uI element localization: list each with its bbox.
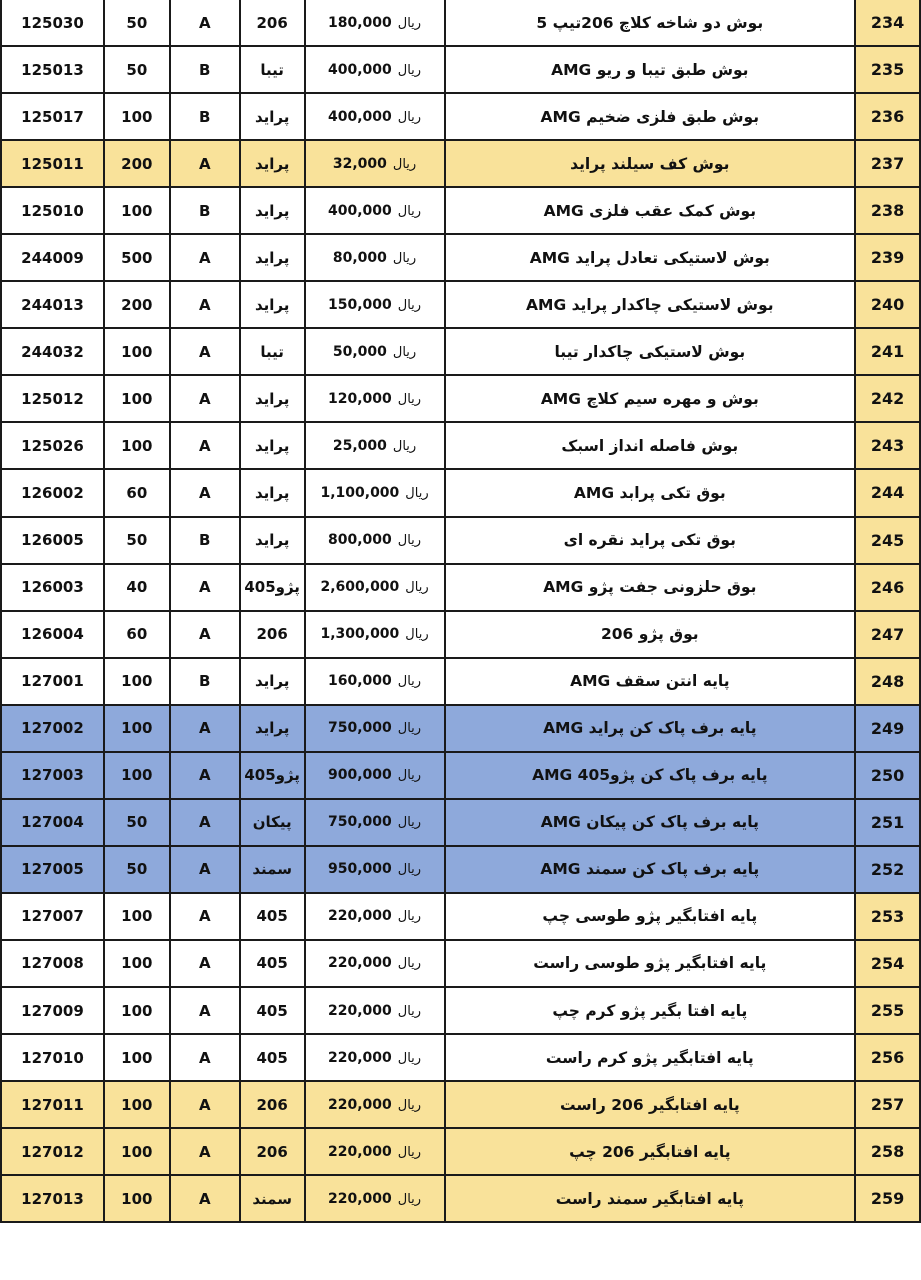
row-number-cell: 256: [855, 1034, 920, 1081]
quantity-cell: 100: [104, 328, 170, 375]
car-model-cell: 206: [240, 0, 305, 46]
row-number-cell: 257: [855, 1081, 920, 1128]
grade-cell: A: [170, 375, 240, 422]
row-number-cell: 245: [855, 517, 920, 564]
grade-cell: A: [170, 422, 240, 469]
currency-label: ریال: [397, 862, 422, 878]
price-cell: [305, 187, 445, 234]
quantity-cell: 100: [104, 658, 170, 705]
price-cell: [305, 799, 445, 846]
row-number-cell: 254: [855, 940, 920, 987]
part-code-cell: 125030: [1, 0, 104, 46]
product-name-cell: بوق تکی پراید نقره ای: [445, 517, 856, 564]
grade-cell: A: [170, 705, 240, 752]
quantity-cell: 50: [104, 799, 170, 846]
quantity-cell: 100: [104, 1128, 170, 1175]
part-code-cell: 126003: [1, 564, 104, 611]
currency-label: ریال: [397, 768, 422, 784]
quantity-cell: 100: [104, 1034, 170, 1081]
part-code-cell: 127010: [1, 1034, 104, 1081]
part-code-cell: 127008: [1, 940, 104, 987]
product-name-cell: بوش فاصله انداز اسبک: [445, 422, 856, 469]
product-name-cell: بوق تکی پرابد AMG: [445, 469, 856, 516]
car-model-cell: سمند: [240, 1175, 305, 1222]
part-code-cell: 125017: [1, 93, 104, 140]
quantity-cell: 100: [104, 940, 170, 987]
price-value: 220,000: [328, 1190, 392, 1207]
row-number-cell: 253: [855, 893, 920, 940]
price-value: 150,000: [328, 296, 392, 313]
grade-cell: A: [170, 846, 240, 893]
currency-label: ریال: [397, 1097, 422, 1113]
row-number-cell: 242: [855, 375, 920, 422]
car-model-cell: سمند: [240, 846, 305, 893]
currency-label: ریال: [405, 580, 429, 596]
product-name-cell: بوش کف سیلند پراید: [445, 140, 856, 187]
car-model-cell: 405: [240, 987, 305, 1034]
price-value: 400,000: [328, 202, 392, 219]
price-value: 160,000: [328, 673, 392, 690]
table-row: [1, 893, 920, 940]
car-model-cell: 206: [240, 1128, 305, 1175]
car-model-cell: پراید: [240, 517, 305, 564]
part-code-cell: 127007: [1, 893, 104, 940]
product-name-cell: پایه برف پاک کن پراید AMG: [445, 705, 856, 752]
car-model-cell: پراید: [240, 658, 305, 705]
quantity-cell: 50: [104, 0, 170, 46]
part-code-cell: 244032: [1, 328, 104, 375]
row-number-cell: 251: [855, 799, 920, 846]
product-name-cell: بوق پژو 206: [445, 611, 856, 658]
price-cell: [305, 328, 445, 375]
price-value: 1,300,000: [320, 626, 400, 643]
car-model-cell: پراید: [240, 705, 305, 752]
car-model-cell: 206: [240, 611, 305, 658]
table-row: [1, 187, 920, 234]
row-number-cell: 247: [855, 611, 920, 658]
product-name-cell: پایه انتن سقف AMG: [445, 658, 856, 705]
price-value: 2,600,000: [320, 579, 400, 596]
row-number-cell: 238: [855, 187, 920, 234]
part-code-cell: 127009: [1, 987, 104, 1034]
quantity-cell: 60: [104, 469, 170, 516]
price-value: 750,000: [328, 814, 392, 831]
price-cell: [305, 140, 445, 187]
product-name-cell: بوش کمک عقب فلزی AMG: [445, 187, 856, 234]
part-code-cell: 126004: [1, 611, 104, 658]
currency-label: ریال: [392, 438, 417, 454]
price-cell: [305, 940, 445, 987]
price-value: 220,000: [328, 1049, 392, 1066]
product-name-cell: بوش دو شاخه کلاچ 206تیپ 5: [445, 0, 856, 46]
price-cell: [305, 517, 445, 564]
table-row: [1, 1034, 920, 1081]
row-number-cell: 248: [855, 658, 920, 705]
row-number-cell: 258: [855, 1128, 920, 1175]
row-number-cell: 249: [855, 705, 920, 752]
currency-label: ریال: [397, 1050, 422, 1066]
table-row: [1, 140, 920, 187]
grade-cell: A: [170, 281, 240, 328]
price-cell: [305, 1128, 445, 1175]
grade-cell: B: [170, 46, 240, 93]
currency-label: ریال: [397, 1191, 422, 1207]
grade-cell: A: [170, 469, 240, 516]
product-name-cell: پایه برف پاک کن پژو405 AMG: [445, 752, 856, 799]
price-value: 220,000: [328, 908, 392, 925]
quantity-cell: 100: [104, 752, 170, 799]
product-name-cell: بوش لاستیکی تعادل پراید AMG: [445, 234, 856, 281]
part-code-cell: 126005: [1, 517, 104, 564]
price-cell: [305, 469, 445, 516]
grade-cell: B: [170, 93, 240, 140]
car-model-cell: پراید: [240, 375, 305, 422]
table-row: [1, 564, 920, 611]
quantity-cell: 100: [104, 1081, 170, 1128]
table-row: [1, 93, 920, 140]
table-row: [1, 422, 920, 469]
currency-label: ریال: [397, 674, 422, 690]
car-model-cell: تیبا: [240, 328, 305, 375]
grade-cell: A: [170, 1128, 240, 1175]
quantity-cell: 100: [104, 1175, 170, 1222]
quantity-cell: 100: [104, 987, 170, 1034]
price-cell: [305, 1175, 445, 1222]
car-model-cell: پراید: [240, 469, 305, 516]
car-model-cell: پیکان: [240, 799, 305, 846]
row-number-cell: 250: [855, 752, 920, 799]
product-name-cell: پایه افتابگیر 206 راست: [445, 1081, 856, 1128]
product-name-cell: پایه افتابگیر پژو کرم راست: [445, 1034, 856, 1081]
product-name-cell: پایه برف پاک کن پیکان AMG: [445, 799, 856, 846]
car-model-cell: پراید: [240, 422, 305, 469]
part-code-cell: 244013: [1, 281, 104, 328]
product-name-cell: بوش و مهره سیم کلاچ AMG: [445, 375, 856, 422]
price-value: 800,000: [328, 532, 392, 549]
currency-label: ریال: [397, 15, 422, 31]
grade-cell: A: [170, 1175, 240, 1222]
price-cell: [305, 46, 445, 93]
part-code-cell: 127004: [1, 799, 104, 846]
product-name-cell: پایه افتابگیر سمند راست: [445, 1175, 856, 1222]
product-name-cell: بوش لاستیکی چاکدار تیبا: [445, 328, 856, 375]
quantity-cell: 40: [104, 564, 170, 611]
price-value: 50,000: [332, 343, 387, 360]
currency-label: ریال: [397, 909, 422, 925]
car-model-cell: پراید: [240, 93, 305, 140]
quantity-cell: 100: [104, 705, 170, 752]
row-number-cell: 259: [855, 1175, 920, 1222]
price-value: 80,000: [332, 249, 387, 266]
row-number-cell: 236: [855, 93, 920, 140]
product-name-cell: پایه افتابگیر 206 چپ: [445, 1128, 856, 1175]
table-row: [1, 375, 920, 422]
product-name-cell: پایه افتا بگیر پژو کرم چپ: [445, 987, 856, 1034]
table-row: [1, 517, 920, 564]
price-cell: [305, 658, 445, 705]
price-cell: [305, 1081, 445, 1128]
price-cell: [305, 987, 445, 1034]
grade-cell: A: [170, 234, 240, 281]
table-row: [1, 0, 920, 46]
product-name-cell: پایه افتابگیر پژو طوسی راست: [445, 940, 856, 987]
table-row: [1, 469, 920, 516]
quantity-cell: 100: [104, 422, 170, 469]
row-number-cell: 243: [855, 422, 920, 469]
currency-label: ریال: [397, 109, 422, 125]
car-model-cell: 405: [240, 940, 305, 987]
price-cell: [305, 564, 445, 611]
grade-cell: A: [170, 564, 240, 611]
table-row: [1, 1128, 920, 1175]
part-code-cell: 127003: [1, 752, 104, 799]
table-row: [1, 1175, 920, 1222]
currency-label: ریال: [397, 815, 422, 831]
quantity-cell: 100: [104, 187, 170, 234]
quantity-cell: 50: [104, 46, 170, 93]
currency-label: ریال: [397, 533, 422, 549]
price-value: 180,000: [328, 14, 392, 31]
row-number-cell: 241: [855, 328, 920, 375]
currency-label: ریال: [397, 203, 422, 219]
price-cell: [305, 893, 445, 940]
grade-cell: A: [170, 1081, 240, 1128]
grade-cell: A: [170, 987, 240, 1034]
currency-label: ریال: [397, 1003, 422, 1019]
price-value: 900,000: [328, 767, 392, 784]
row-number-cell: 244: [855, 469, 920, 516]
grade-cell: B: [170, 658, 240, 705]
currency-label: ریال: [397, 956, 422, 972]
part-code-cell: 125012: [1, 375, 104, 422]
grade-cell: A: [170, 0, 240, 46]
currency-label: ریال: [397, 721, 422, 737]
table-row: [1, 46, 920, 93]
price-list-body: [1, 0, 920, 1222]
currency-label: ریال: [405, 485, 429, 501]
quantity-cell: 500: [104, 234, 170, 281]
car-model-cell: پژو405: [240, 752, 305, 799]
quantity-cell: 100: [104, 93, 170, 140]
row-number-cell: 235: [855, 46, 920, 93]
grade-cell: A: [170, 1034, 240, 1081]
currency-label: ریال: [405, 627, 429, 643]
price-value: 220,000: [328, 1096, 392, 1113]
product-name-cell: بوق حلزونی جفت پژو AMG: [445, 564, 856, 611]
car-model-cell: پژو405: [240, 564, 305, 611]
grade-cell: A: [170, 940, 240, 987]
currency-label: ریال: [397, 62, 422, 78]
price-value: 220,000: [328, 955, 392, 972]
table-row: [1, 1081, 920, 1128]
price-value: 400,000: [328, 61, 392, 78]
price-value: 25,000: [332, 437, 387, 454]
grade-cell: A: [170, 611, 240, 658]
currency-label: ریال: [392, 344, 417, 360]
product-name-cell: بوش لاستیکی چاکدار پراید AMG: [445, 281, 856, 328]
grade-cell: B: [170, 517, 240, 564]
car-model-cell: پراید: [240, 140, 305, 187]
grade-cell: B: [170, 187, 240, 234]
price-value: 32,000: [332, 155, 387, 172]
price-cell: [305, 422, 445, 469]
product-name-cell: پایه افتابگیر پژو طوسی چپ: [445, 893, 856, 940]
grade-cell: A: [170, 328, 240, 375]
grade-cell: A: [170, 799, 240, 846]
price-cell: [305, 752, 445, 799]
part-code-cell: 127002: [1, 705, 104, 752]
price-cell: [305, 234, 445, 281]
price-value: 220,000: [328, 1002, 392, 1019]
table-row: [1, 658, 920, 705]
table-row: [1, 281, 920, 328]
price-cell: [305, 1034, 445, 1081]
quantity-cell: 100: [104, 375, 170, 422]
currency-label: ریال: [397, 391, 422, 407]
price-cell: [305, 93, 445, 140]
quantity-cell: 100: [104, 893, 170, 940]
table-row: [1, 799, 920, 846]
car-model-cell: پراید: [240, 187, 305, 234]
car-model-cell: پراید: [240, 234, 305, 281]
quantity-cell: 50: [104, 846, 170, 893]
part-code-cell: 125026: [1, 422, 104, 469]
grade-cell: A: [170, 752, 240, 799]
price-cell: [305, 846, 445, 893]
row-number-cell: 252: [855, 846, 920, 893]
part-code-cell: 127001: [1, 658, 104, 705]
price-value: 400,000: [328, 108, 392, 125]
car-model-cell: 405: [240, 1034, 305, 1081]
row-number-cell: 239: [855, 234, 920, 281]
currency-label: ریال: [392, 250, 417, 266]
part-code-cell: 125013: [1, 46, 104, 93]
car-model-cell: تیبا: [240, 46, 305, 93]
price-cell: [305, 611, 445, 658]
quantity-cell: 200: [104, 140, 170, 187]
price-value: 120,000: [328, 390, 392, 407]
car-model-cell: پراید: [240, 281, 305, 328]
part-code-cell: 125010: [1, 187, 104, 234]
currency-label: ریال: [392, 156, 417, 172]
table-row: [1, 987, 920, 1034]
part-code-cell: 125011: [1, 140, 104, 187]
part-code-cell: 127005: [1, 846, 104, 893]
table-row: [1, 705, 920, 752]
currency-label: ریال: [397, 1144, 422, 1160]
table-row: [1, 234, 920, 281]
row-number-cell: 255: [855, 987, 920, 1034]
table-row: [1, 940, 920, 987]
quantity-cell: 50: [104, 517, 170, 564]
part-code-cell: 127012: [1, 1128, 104, 1175]
row-number-cell: 240: [855, 281, 920, 328]
row-number-cell: 237: [855, 140, 920, 187]
price-value: 220,000: [328, 1143, 392, 1160]
price-value: 750,000: [328, 720, 392, 737]
table-row: [1, 611, 920, 658]
price-cell: [305, 375, 445, 422]
product-name-cell: بوش طبق فلزی ضخیم AMG: [445, 93, 856, 140]
grade-cell: A: [170, 140, 240, 187]
price-value: 1,100,000: [320, 484, 400, 501]
part-code-cell: 126002: [1, 469, 104, 516]
price-cell: [305, 281, 445, 328]
part-code-cell: 244009: [1, 234, 104, 281]
table-row: [1, 752, 920, 799]
table-row: [1, 328, 920, 375]
price-value: 950,000: [328, 861, 392, 878]
currency-label: ریال: [397, 297, 422, 313]
quantity-cell: 60: [104, 611, 170, 658]
part-code-cell: 127011: [1, 1081, 104, 1128]
table-row: [1, 846, 920, 893]
quantity-cell: 200: [104, 281, 170, 328]
product-name-cell: پایه برف پاک کن سمند AMG: [445, 846, 856, 893]
row-number-cell: 246: [855, 564, 920, 611]
part-code-cell: 127013: [1, 1175, 104, 1222]
price-cell: [305, 0, 445, 46]
car-model-cell: 405: [240, 893, 305, 940]
product-name-cell: بوش طبق تیبا و ریو AMG: [445, 46, 856, 93]
car-model-cell: 206: [240, 1081, 305, 1128]
grade-cell: A: [170, 893, 240, 940]
row-number-cell: 234: [855, 0, 920, 46]
price-cell: [305, 705, 445, 752]
